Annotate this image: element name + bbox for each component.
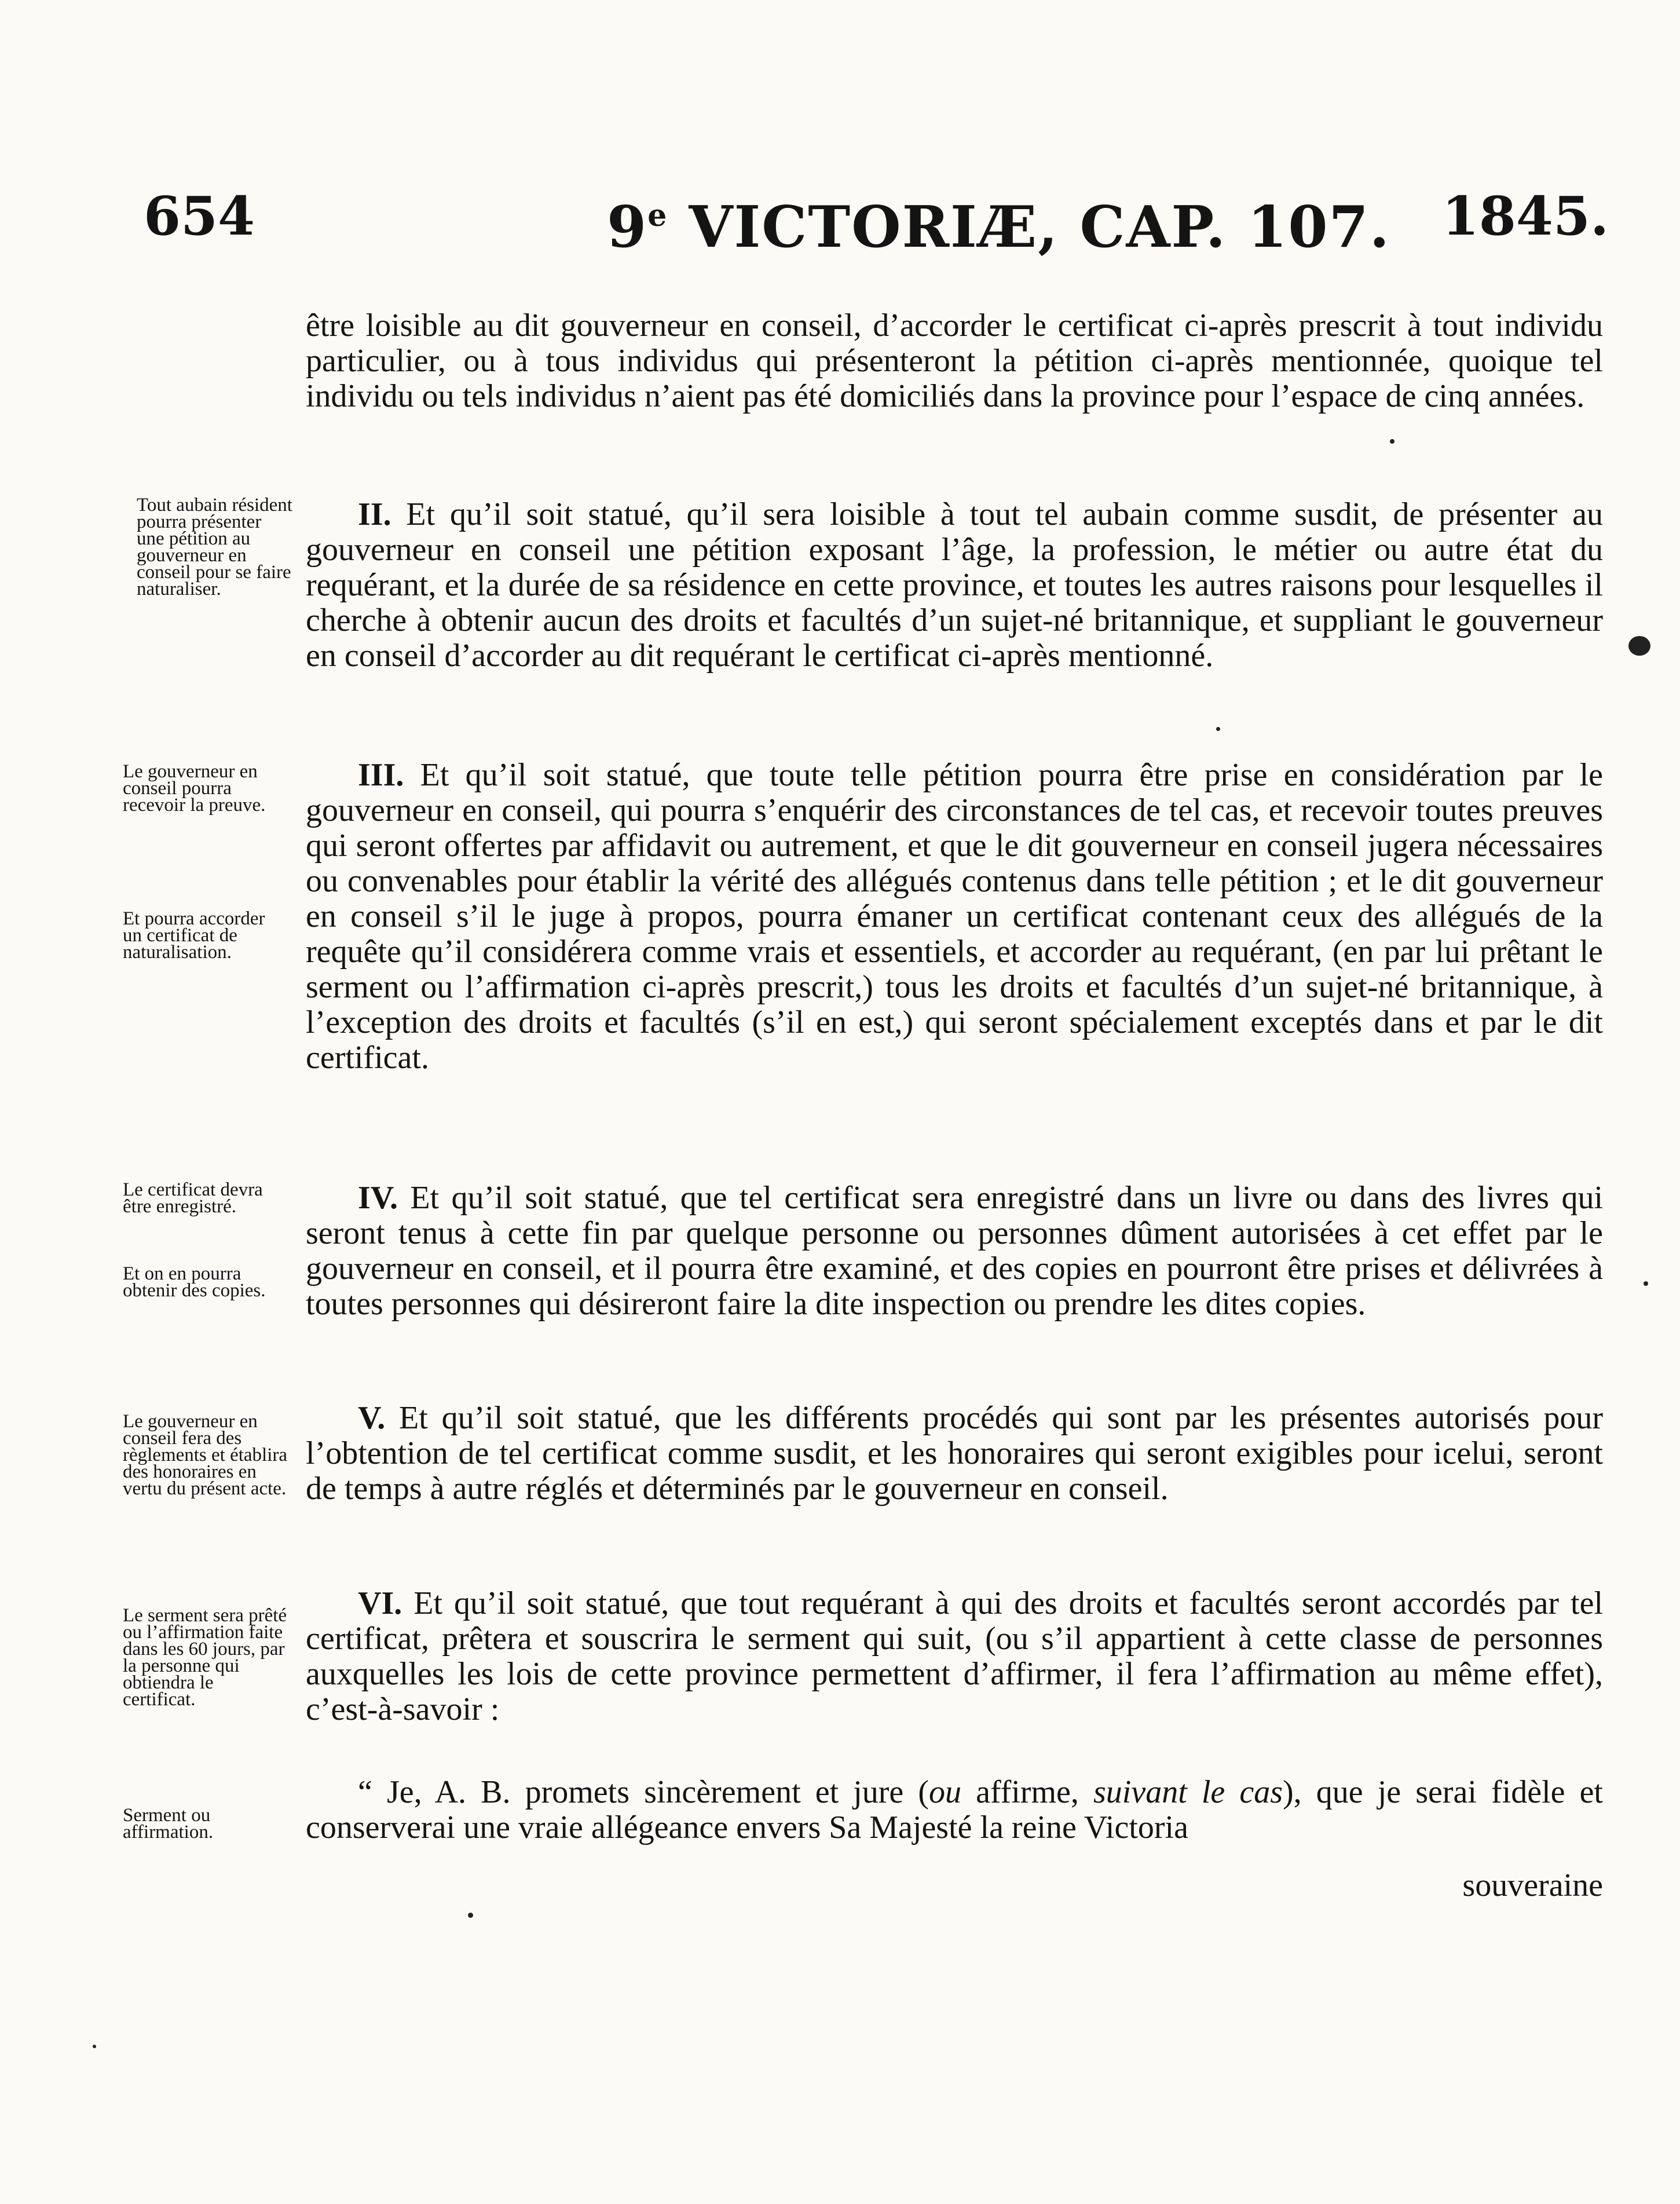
page-number: 654 — [144, 185, 255, 247]
ink-speck — [1644, 1281, 1648, 1286]
catchword: souveraine — [1462, 1867, 1603, 1903]
title-ordinal-suffix: e — [647, 198, 668, 233]
ink-speck — [93, 2045, 96, 2048]
paragraph-text: Et qu’il soit statué, que tel certificat sera enregistré dans un livre ou dans des livres qui seront tenus à cette fin par quelque personne ou personnes dûment autorisées à cet effet par le gouverneur en conseil, et il pourra être examiné, et des copies en pourront être prises et délivrées à toutes personnes qui désireront faire la dite inspection ou prendre les dites copies. — [306, 1180, 1603, 1322]
section-number: VI. — [358, 1585, 402, 1621]
title-ordinal: 9 — [607, 194, 648, 261]
side-note-oath: Serment ou affirmation. — [123, 1805, 214, 1843]
chapter-title — [607, 184, 1390, 261]
side-note-oath-deadline: Le serment sera prêté ou l’affirmation faite dans les 60 jours, par la personne qui obtiendra le certificat. — [123, 1605, 287, 1710]
section-3 — [306, 758, 1603, 1076]
side-note-naturalisation-petition: Tout aubain résident pourra présenter une pétition au gouverneur en conseil pour se faire naturaliser. — [137, 495, 292, 600]
title-text: VICTORIÆ, CAP. 107. — [668, 194, 1390, 261]
side-note-proof: Le gouverneur en conseil pourra recevoir la preuve. — [123, 761, 266, 816]
ink-speck — [1216, 727, 1220, 731]
section-2 — [306, 497, 1603, 674]
ink-speck — [468, 1913, 473, 1918]
section-5 — [306, 1401, 1603, 1507]
side-note-registration: Le certificat devra être enregistré. — [123, 1179, 263, 1217]
paragraph-text: Et qu’il soit statué, qu’il sera loisible à tout tel aubain comme susdit, de présenter au gouverneur en conseil une pétition exposant l’âge, la profession, le métier ou autre état du requérant, et la durée de sa résidence en cette province, et toutes les autres raisons pour lesquelles il cherche à obtenir aucun des droits et facultés d’un sujet-né britannique, et suppliant le gouverneur en conseil d’accorder au dit requérant le certificat ci-après mentionné. — [306, 496, 1603, 674]
paragraph-text: Et qu’il soit statué, que toute telle pétition pourra être prise en considération par le gouverneur en conseil, qui pourra s’enquérir des circonstances de tel cas, et recevoir toutes preuves qui seront offertes par affidavit ou autrement, et que le dit gouverneur en conseil jugera nécessaires ou convenables pour établir la vérité des allégués contenus dans telle pétition ; et le dit gouverneur en conseil s’il le juge à propos, pourra émaner un certificat contenant ceux des allégués de la requête qu’il considérera comme vrais et essentiels, et accorder au requérant, (en par lui prêtant le serment ou l’affirmation ci-après prescrit,) tous les droits et facultés d’un sujet-né britannique, à l’exception des droits et facultés (s’il en est,) qui seront spécialement exceptés dans et par le dit certificat. — [306, 757, 1603, 1076]
section-number: III. — [358, 757, 404, 793]
paragraph-text: Et qu’il soit statué, que les différents procédés qui sont par les présentes autorisés pour l’obtention de tel certificat comme susdit, et les honoraires qui seront exigibles pour icelui, seront de temps à autre réglés et déterminés par le gouverneur en conseil. — [306, 1400, 1603, 1507]
section-number: V. — [358, 1400, 386, 1436]
oath-text-b: affirme, — [961, 1774, 1093, 1810]
paragraph-text: être loisible au dit gouverneur en conseil, d’accorder le certificat ci-après prescrit à tout individu particulier, ou à tous individus qui présenteront la pétition ci-après mentionnée, quoique tel individu ou tels individus n’aient pas été domiciliés dans la province pour l’espace de cinq années. — [306, 308, 1603, 414]
oath-italic-suivant: suivant le cas — [1093, 1774, 1283, 1810]
oath-text-a: “ Je, A. B. promets sincèrement et jure ( — [358, 1774, 929, 1810]
paragraph-text: Et qu’il soit statué, que tout requérant à qui des droits et facultés seront accordés par tel certificat, prêtera et souscrira le serment qui suit, (ou s’il appartient à cette classe de personnes auxquelles les lois de cette province permettent d’affirmer, il fera l’affirmation au même effet), c’est-à-savoir : — [306, 1585, 1603, 1727]
ink-speck — [1390, 439, 1394, 444]
oath-paragraph — [306, 1775, 1603, 1845]
section-6 — [306, 1586, 1603, 1727]
oath-italic-ou: ou — [929, 1774, 962, 1810]
section-number: II. — [358, 496, 391, 532]
oath-text-c: ), que je serai fidèle et conserverai une vraie allégeance envers Sa Majesté la reine Victoria — [306, 1774, 1603, 1845]
section-4 — [306, 1180, 1603, 1322]
year: 1845. — [1441, 185, 1609, 247]
side-note-regulations: Le gouverneur en conseil fera des règlements et établira des honoraires en vertu du présent acte. — [123, 1411, 288, 1499]
running-header — [144, 184, 1609, 265]
ink-blot — [1628, 636, 1650, 656]
paragraph-continuation — [306, 308, 1603, 414]
side-note-certificate: Et pourra accorder un certificat de naturalisation. — [123, 908, 265, 963]
section-number: IV. — [358, 1180, 398, 1216]
side-note-copies: Et on en pourra obtenir des copies. — [123, 1263, 266, 1301]
